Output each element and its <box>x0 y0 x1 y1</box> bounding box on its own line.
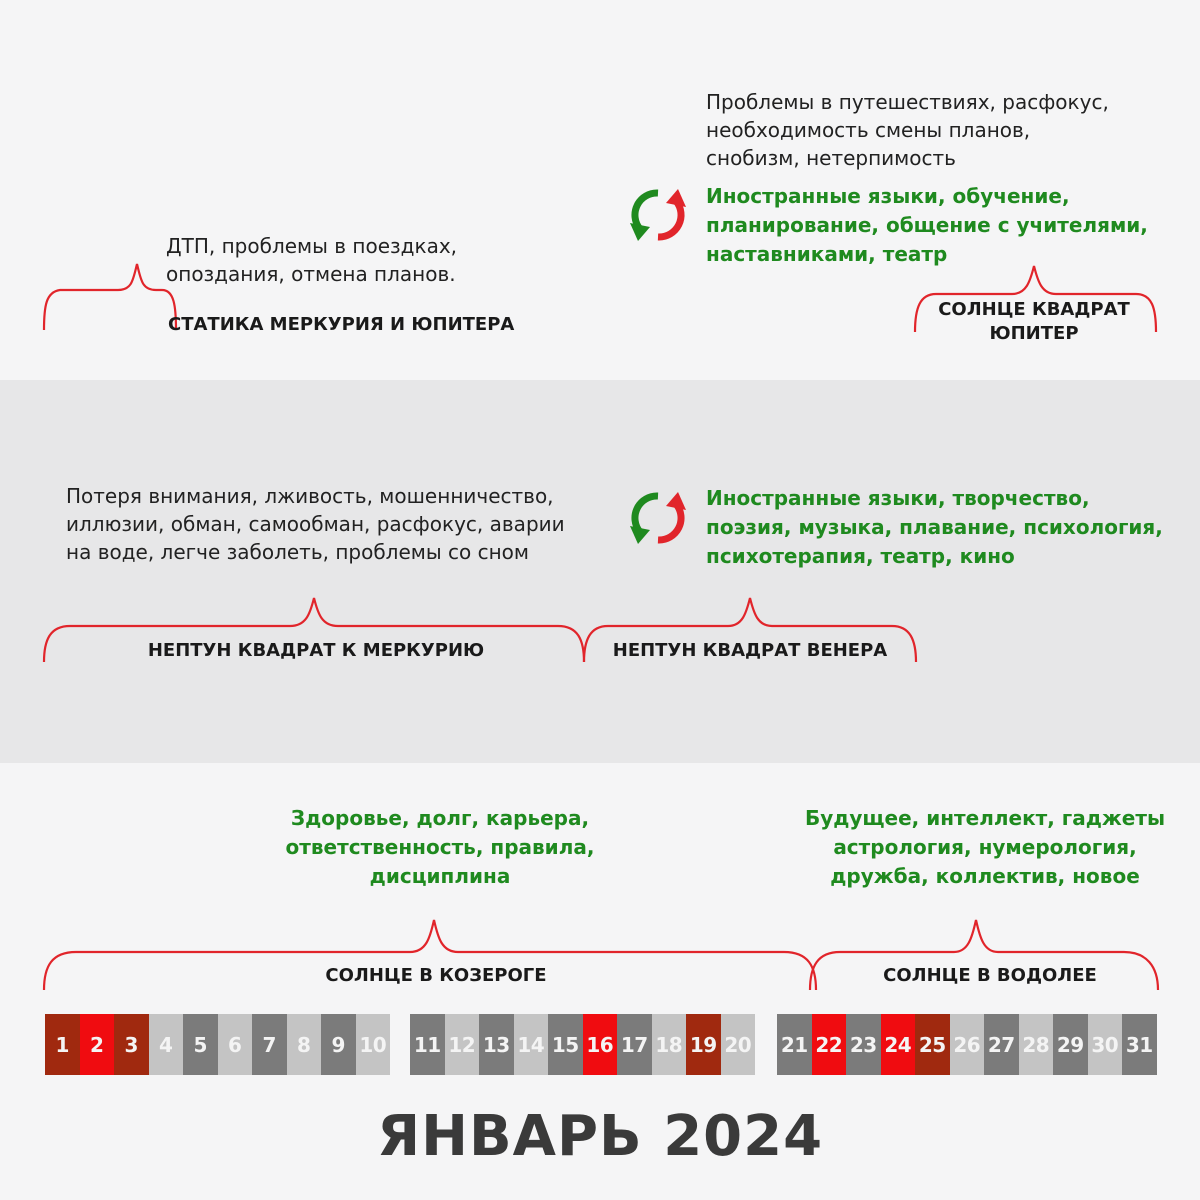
day-cell: 8 <box>287 1014 322 1075</box>
day-cell: 27 <box>984 1014 1019 1075</box>
day-cell: 26 <box>950 1014 985 1075</box>
text-line: дружба, коллектив, новое <box>830 864 1140 888</box>
day-cell: 2 <box>80 1014 115 1075</box>
day-cell: 31 <box>1122 1014 1157 1075</box>
day-cell: 28 <box>1019 1014 1054 1075</box>
middle-band <box>0 380 1200 763</box>
day-cell: 1 <box>45 1014 80 1075</box>
label-sun-aquarius: СОЛНЦЕ В ВОДОЛЕЕ <box>883 965 1097 986</box>
text-line: Здоровье, долг, карьера, <box>290 806 590 830</box>
cycle-arrows-icon <box>628 185 688 245</box>
label-sun-square-jupiter <box>924 298 1144 346</box>
text-line: необходимость смены планов, <box>706 118 1031 142</box>
capricorn-themes <box>250 804 630 891</box>
day-cell: 23 <box>846 1014 881 1075</box>
text-line: Проблемы в путешествиях, расфокус, <box>706 90 1109 114</box>
day-cell: 30 <box>1088 1014 1123 1075</box>
days-group-1-10 <box>45 1014 390 1075</box>
text-line: иллюзии, обман, самообман, расфокус, аварии <box>66 512 565 536</box>
day-cell: 13 <box>479 1014 514 1075</box>
day-cell: 16 <box>583 1014 618 1075</box>
label-line: СОЛНЦЕ КВАДРАТ <box>938 299 1130 320</box>
day-cell: 11 <box>410 1014 445 1075</box>
day-cell: 29 <box>1053 1014 1088 1075</box>
text-line: планирование, общение с учителями, <box>706 213 1148 237</box>
aquarius-themes <box>790 804 1180 891</box>
day-cell: 21 <box>777 1014 812 1075</box>
top-right-negative <box>706 88 1166 172</box>
day-cell: 24 <box>881 1014 916 1075</box>
text-line: ответственность, правила, <box>285 835 595 859</box>
cycle-arrows-icon <box>628 488 688 548</box>
day-cell: 14 <box>514 1014 549 1075</box>
top-right-positive <box>706 182 1176 269</box>
day-cell: 9 <box>321 1014 356 1075</box>
day-cell: 20 <box>721 1014 756 1075</box>
day-cell: 3 <box>114 1014 149 1075</box>
day-cell: 10 <box>356 1014 391 1075</box>
text-line: наставниками, театр <box>706 242 948 266</box>
day-cell: 19 <box>686 1014 721 1075</box>
day-cell: 25 <box>915 1014 950 1075</box>
label-sun-capricorn: СОЛНЦЕ В КОЗЕРОГЕ <box>325 965 547 986</box>
text-line: Иностранные языки, творчество, <box>706 486 1090 510</box>
day-cell: 12 <box>445 1014 480 1075</box>
text-line: психотерапия, театр, кино <box>706 544 1015 568</box>
text-line: Потеря внимания, лживость, мошенничество, <box>66 484 554 508</box>
text-line: опоздания, отмена планов. <box>166 262 456 286</box>
day-cell: 15 <box>548 1014 583 1075</box>
label-neptune-square-mercury: НЕПТУН КВАДРАТ К МЕРКУРИЮ <box>147 640 485 661</box>
top-left-text <box>166 232 526 288</box>
text-line: ДТП, проблемы в поездках, <box>166 234 458 258</box>
day-cell: 5 <box>183 1014 218 1075</box>
page-title: ЯНВАРЬ 2024 <box>376 1104 824 1169</box>
label-neptune-square-venus: НЕПТУН КВАДРАТ ВЕНЕРА <box>612 640 888 661</box>
text-line: Иностранные языки, обучение, <box>706 184 1070 208</box>
text-line: поэзия, музыка, плавание, психология, <box>706 515 1163 539</box>
days-group-21-31 <box>777 1014 1157 1075</box>
day-cell: 22 <box>812 1014 847 1075</box>
day-cell: 7 <box>252 1014 287 1075</box>
text-line: дисциплина <box>369 864 511 888</box>
day-cell: 18 <box>652 1014 687 1075</box>
day-cell: 17 <box>617 1014 652 1075</box>
day-cell: 4 <box>149 1014 184 1075</box>
label-mercury-jupiter-static: СТАТИКА МЕРКУРИЯ И ЮПИТЕРА <box>168 314 515 335</box>
days-group-11-20 <box>410 1014 755 1075</box>
brace-mercury-jupiter-static <box>40 260 180 332</box>
text-line: на воде, легче заболеть, проблемы со сном <box>66 540 529 564</box>
middle-negative <box>66 482 606 566</box>
text-line: астрология, нумерология, <box>833 835 1137 859</box>
label-line: ЮПИТЕР <box>989 323 1079 344</box>
day-cell: 6 <box>218 1014 253 1075</box>
middle-positive <box>706 484 1186 571</box>
text-line: Будущее, интеллект, гаджеты <box>804 806 1166 830</box>
text-line: снобизм, нетерпимость <box>706 146 956 170</box>
